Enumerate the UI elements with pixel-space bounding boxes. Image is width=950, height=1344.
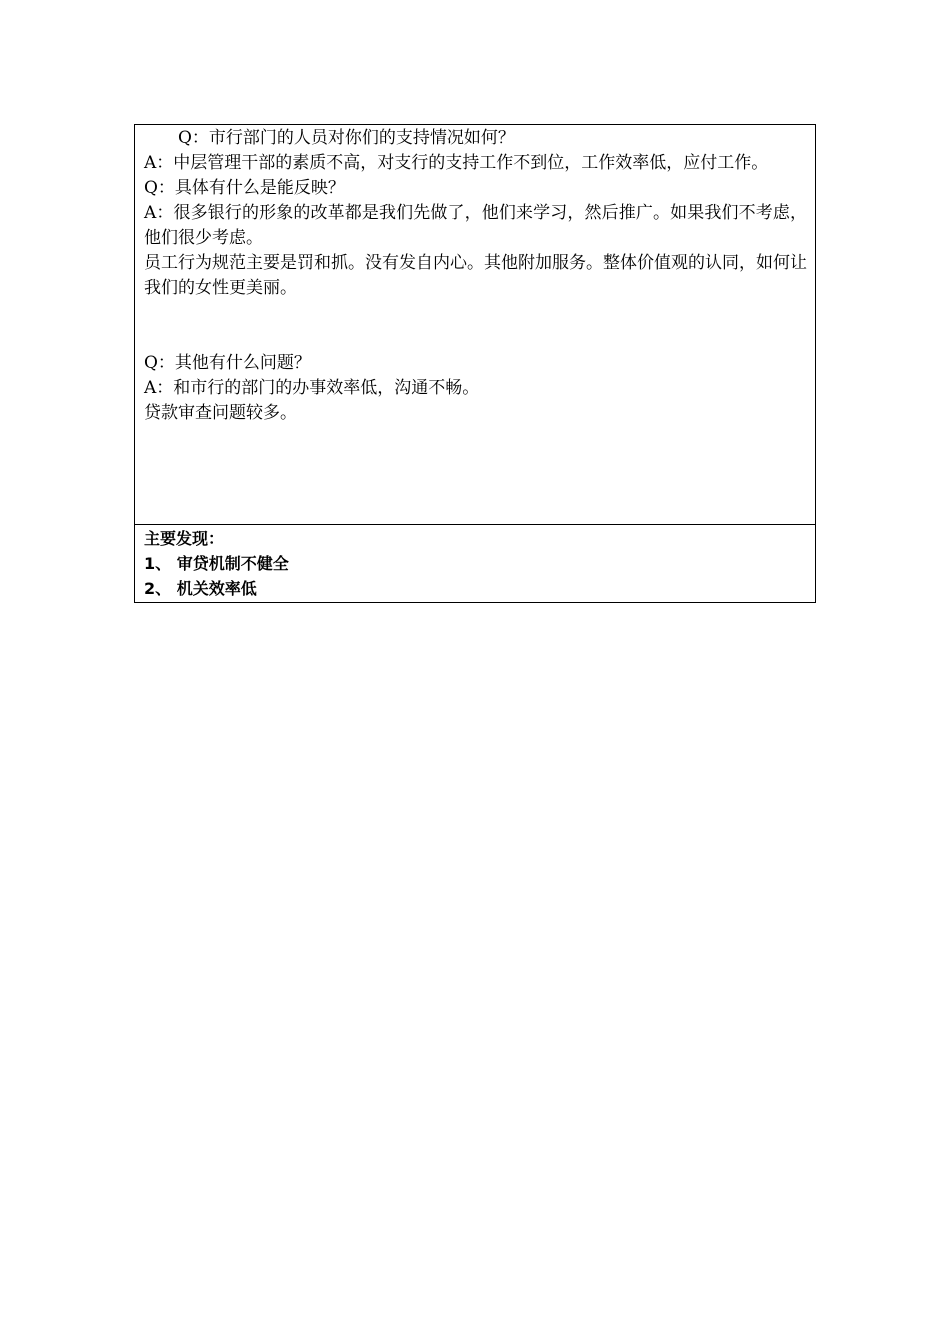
- question-2: Q：具体有什么是能反映？: [144, 178, 345, 198]
- finding-item-2: 2、 机关效率低: [144, 579, 257, 598]
- paragraph-conduct: 员工行为规范主要是罚和抓。没有发自内心。其他附加服务。整体价值观的认同，如何让我们的女性更美丽。: [144, 253, 807, 298]
- findings-cell: [135, 524, 815, 602]
- question-3: Q：其他有什么问题？: [144, 353, 311, 373]
- answer-3: A：和市行的部门的办事效率低，沟通不畅。: [144, 378, 480, 398]
- blank-space: [144, 301, 807, 351]
- findings-heading: 主要发现：: [144, 529, 225, 548]
- answer-1: A：中层管理干部的素质不高，对支行的支持工作不到位，工作效率低，应付工作。: [144, 153, 769, 173]
- paragraph-loan: 贷款审查问题较多。: [144, 403, 297, 423]
- question-1: Q：市行部门的人员对你们的支持情况如何？: [178, 128, 515, 148]
- interview-cell: [135, 125, 815, 524]
- finding-item-1: 1、 审贷机制不健全: [144, 554, 289, 573]
- answer-2: A：很多银行的形象的改革都是我们先做了，他们来学习，然后推广。如果我们不考虑，他们很少考虑。: [144, 203, 807, 248]
- interview-table: [134, 124, 816, 603]
